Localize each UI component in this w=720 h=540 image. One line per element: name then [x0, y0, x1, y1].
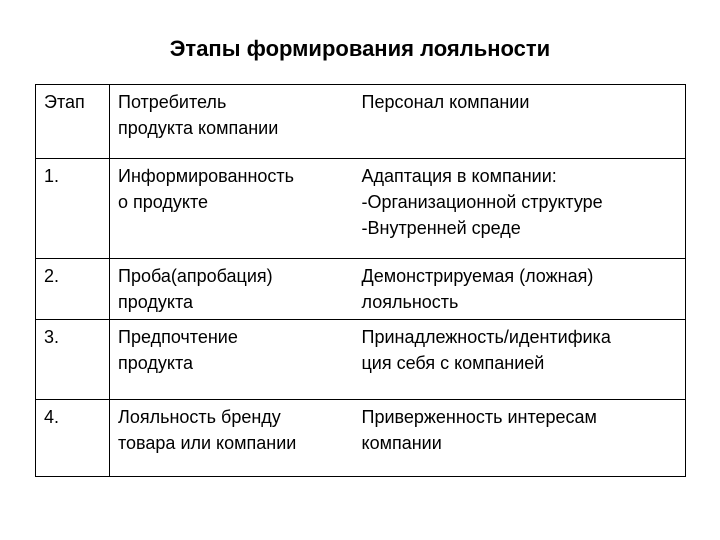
row-consumer-cell: Информированность о продукте: [110, 159, 356, 259]
row-staff-cell: Адаптация в компании: -Организационной структуре -Внутренней среде: [356, 159, 686, 259]
row-staff-cell: Демонстрируемая (ложная) лояльность: [356, 259, 686, 320]
row-stage-cell: 4.: [36, 400, 110, 477]
row-stage-cell: 3.: [36, 320, 110, 400]
header-consumer: Потребитель продукта компании: [110, 85, 356, 159]
loyalty-stages-table: [35, 84, 686, 477]
page-title: Этапы формирования лояльности: [169, 36, 551, 61]
table-row: [36, 259, 686, 320]
table-row: [36, 159, 686, 259]
row-stage-cell: 1.: [36, 159, 110, 259]
table-header-row: [36, 85, 686, 159]
row-consumer-cell: Проба(апробация) продукта: [110, 259, 356, 320]
table-row: [36, 320, 686, 400]
row-consumer-cell: Лояльность бренду товара или компании: [110, 400, 356, 477]
row-staff-cell: Принадлежность/идентифика ция себя с компанией: [356, 320, 686, 400]
row-consumer-cell: Предпочтение продукта: [110, 320, 356, 400]
header-staff: Персонал компании: [356, 85, 686, 159]
table-row: [36, 400, 686, 477]
header-stage: Этап: [36, 85, 110, 159]
loyalty-stages-table-container: [35, 84, 685, 477]
row-staff-cell: Приверженность интересам компании: [356, 400, 686, 477]
row-stage-cell: 2.: [36, 259, 110, 320]
